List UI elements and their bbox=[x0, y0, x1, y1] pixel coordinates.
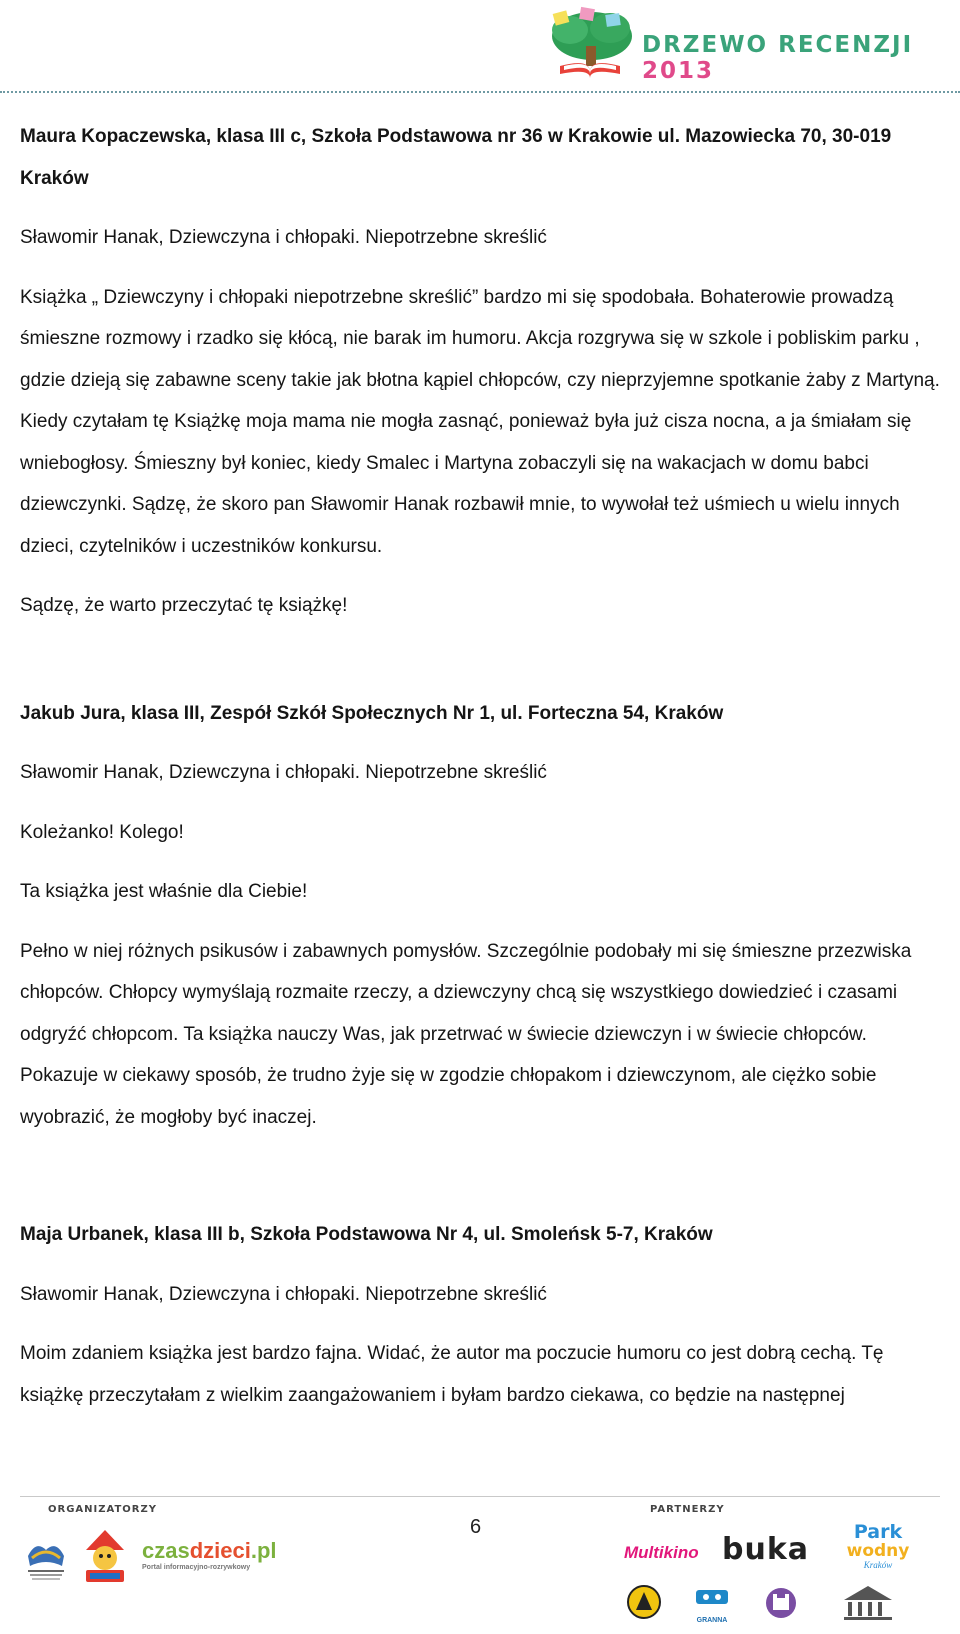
page-number: 6 bbox=[470, 1516, 482, 1538]
organizers-label: ORGANIZATORZY bbox=[48, 1504, 157, 1515]
partners-label: PARTNERZY bbox=[650, 1504, 725, 1515]
book-title: Sławomir Hanak, Dziewczyna i chłopaki. Niepotrzebne skreślić bbox=[20, 762, 547, 783]
review-author-heading: Maura Kopaczewska, klasa III c, Szkoła Podstawowa nr 36 w Krakowie ul. Mazowiecka 70, 30-019 Kraków bbox=[20, 126, 892, 189]
multikino-logo: Multikino bbox=[624, 1543, 699, 1562]
logo-title bbox=[642, 32, 940, 84]
park-line1: Park bbox=[853, 1521, 903, 1543]
park-wodny-logo bbox=[838, 1522, 918, 1570]
footer-divider bbox=[20, 1496, 940, 1497]
buka-logo: buka bbox=[722, 1532, 810, 1567]
review-closing: Sądzę, że warto przeczytać tę książkę! bbox=[20, 595, 348, 616]
fortress-icon bbox=[626, 1584, 662, 1620]
page-footer bbox=[0, 1488, 960, 1634]
tree-book-icon bbox=[540, 6, 640, 80]
review-text: Książka „ Dziewczyny i chłopaki niepotrzebne skreślić” bardzo mi się spodobała. Bohaterowie prowadzą śmieszne rozmowy i rzadko się kłócą, nie barak im humoru. Akcja rozgrywa się w szkole i pobliskim parku , gdzie dzieją się zabawne sceny takie jak błotna kąpiel chłopców, czy nieprzyjemne spotkanie żaby z Martyną. Kiedy czytałam tę Książkę moja mama nie mogła zasnąć, ponieważ była już cisza nocna, a ja śmiałam się wniebogłosy. Śmieszny był koniec, kiedy Smalec i Martyna zobaczyli się na wakacjach w domu babci dziewczynki. Sądzę, że skoro pan Sławomir Hanak rozbawił mnie, to wywołał też uśmiech u wielu innych dzieci, czytelników i uczestników konkursu. bbox=[20, 286, 940, 557]
review-greeting: Koleżanko! Kolego! bbox=[20, 821, 184, 843]
granna-logo bbox=[692, 1588, 732, 1624]
review-text: Moim zdaniem książka jest bardzo fajna. Widać, że autor ma poczucie humoru co jest dobrą cechą. Tę książkę przeczytałam z wielkim zaangażowaniem i byłam bardzo ciekawa, co będzie na następnej bbox=[20, 1343, 884, 1406]
czas-subtitle: Portal informacyjno-rozrywkowy bbox=[142, 1564, 251, 1571]
review-maja bbox=[20, 1214, 942, 1416]
drzewo-recenzji-logo bbox=[540, 6, 940, 84]
review-author-heading: Maja Urbanek, klasa III b, Szkoła Podstawowa Nr 4, ul. Smoleńsk 5-7, Kraków bbox=[20, 1224, 713, 1245]
document-body bbox=[20, 116, 942, 1416]
fortress-centre-logo bbox=[626, 1584, 662, 1625]
castle-logo bbox=[764, 1586, 798, 1625]
review-author-heading: Jakub Jura, klasa III, Zespół Szkół Społecznych Nr 1, ul. Forteczna 54, Kraków bbox=[20, 702, 724, 724]
museum-logo bbox=[840, 1584, 896, 1629]
book-title: Sławomir Hanak, Dziewczyna i chłopaki. Niepotrzebne skreślić bbox=[20, 227, 547, 248]
page-header bbox=[0, 0, 960, 96]
book-title: Sławomir Hanak, Dziewczyna i chłopaki. Niepotrzebne skreślić bbox=[20, 1283, 547, 1305]
header-divider bbox=[0, 91, 960, 93]
park-line2: wodny bbox=[846, 1541, 910, 1561]
museum-building-icon bbox=[840, 1584, 896, 1624]
czas-part3: .pl bbox=[250, 1538, 277, 1563]
castle-icon bbox=[764, 1586, 798, 1620]
czas-part2: dzieci bbox=[189, 1538, 251, 1563]
czasdzieci-logo bbox=[142, 1538, 277, 1571]
review-text: Pełno w niej różnych psikusów i zabawnych pomysłów. Szczególnie podobały mi się śmieszne przezwiska chłopców. Chłopcy wymyślają rozmaite rzeczy, a dziewczyny chcą się wszystkiego dowiedzieć i czasami odgryźć chłopcom. Ta książka nauczy Was, jak przetrwać w świecie dziewczyn i w świecie chłopców. Pokazuje w ciekawy sposób, że trudno żyje się w zgodzie chłopakom i dziewczynom, ale ciężko sobie wyobrazić, że mogłoby być inaczej. bbox=[20, 940, 912, 1128]
logo-year: 2013 bbox=[642, 58, 715, 84]
library-logo bbox=[22, 1536, 70, 1591]
library-emblem-icon bbox=[22, 1536, 70, 1586]
review-intro: Ta książka jest właśnie dla Ciebie! bbox=[20, 881, 308, 902]
logo-title-text: DRZEWO RECENZJI bbox=[642, 32, 914, 58]
review-jakub bbox=[20, 693, 942, 1139]
skrzat-gnome-icon bbox=[82, 1528, 128, 1584]
park-line3: Kraków bbox=[863, 1560, 893, 1570]
review-maura bbox=[20, 116, 942, 627]
granna-game-icon bbox=[692, 1588, 732, 1612]
skrzat-logo bbox=[82, 1528, 128, 1589]
granna-text: GRANNA bbox=[696, 1617, 728, 1624]
czas-part1: czas bbox=[142, 1538, 190, 1563]
